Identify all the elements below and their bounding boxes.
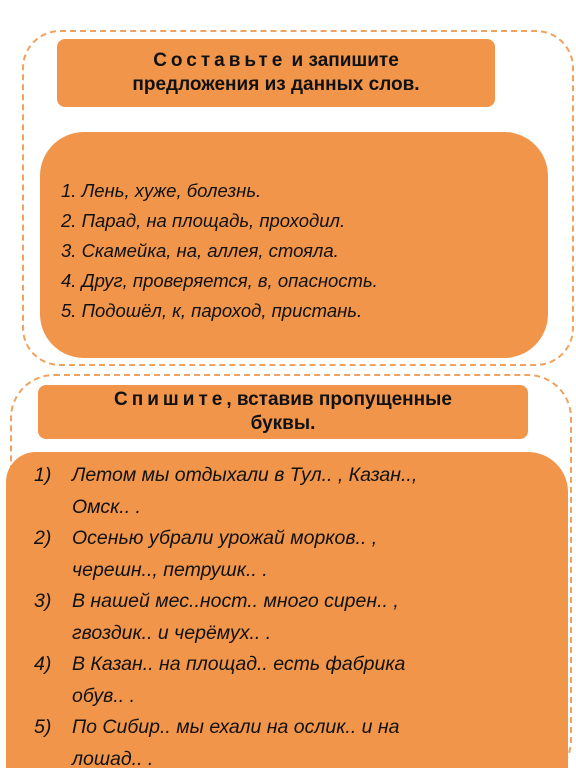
task1-header (57, 39, 495, 107)
task2-item-number: 5) (34, 716, 52, 738)
task2-item-1 (34, 460, 568, 523)
task2-item-text: По Сибир.. мы ехали на ослик.. и на (72, 716, 400, 738)
task2-item-number: 3) (34, 590, 52, 612)
task1-item-3: 3. Скамейка, на, аллея, стояла. (61, 240, 339, 261)
task1-word-list (40, 132, 548, 358)
task2-item-text: Летом мы отдыхали в Тул.. , Казан.., (72, 464, 418, 486)
task2-item-number: 4) (34, 653, 52, 675)
task2-item-text-cont: черешн.., петрушк.. . (72, 558, 268, 581)
task2-item-2 (34, 523, 568, 586)
task1-item-4: 4. Друг, проверяется, в, опасность. (61, 270, 378, 291)
task2-item-5 (34, 712, 568, 768)
task2-item-text: В Казан.. на площад.. есть фабрика (72, 653, 406, 675)
task2-item-number: 2) (34, 527, 52, 549)
task1-header-spaced-word: Составьте (153, 50, 287, 71)
task1-header-line1 (153, 49, 399, 73)
task2-header-rest: , вставив пропущенные (226, 389, 452, 410)
task2-item-text-cont: гвоздик.. и черёмух.. . (72, 621, 272, 644)
task1-item-1: 1. Лень, хуже, болезнь. (61, 180, 262, 201)
task1-item-5: 5. Подошёл, к, пароход, пристань. (61, 300, 363, 321)
task2-exercise-list (6, 452, 568, 768)
task2-header-line2: буквы. (250, 413, 316, 434)
task2-item-4 (34, 649, 568, 712)
task1-header-line2: предложения из данных слов. (132, 74, 420, 95)
task2-item-text: Осенью убрали урожай морков.. , (72, 527, 378, 549)
task2-item-text-cont: Омск.. . (72, 495, 141, 518)
task2-item-text: В нашей мес..ност.. много сирен.. , (72, 590, 399, 612)
task1-header-rest: и запишите (286, 50, 399, 71)
task1-item-2: 2. Парад, на площадь, проходил. (61, 210, 346, 231)
task2-item-text-cont: лошад.. . (72, 747, 154, 768)
task2-header (38, 385, 528, 439)
task2-item-number: 1) (34, 464, 52, 486)
task2-header-spaced-word: Спишите (114, 389, 227, 410)
task2-header-line1 (114, 388, 452, 412)
task2-item-3 (34, 586, 568, 649)
task2-item-text-cont: обув.. . (72, 684, 135, 707)
